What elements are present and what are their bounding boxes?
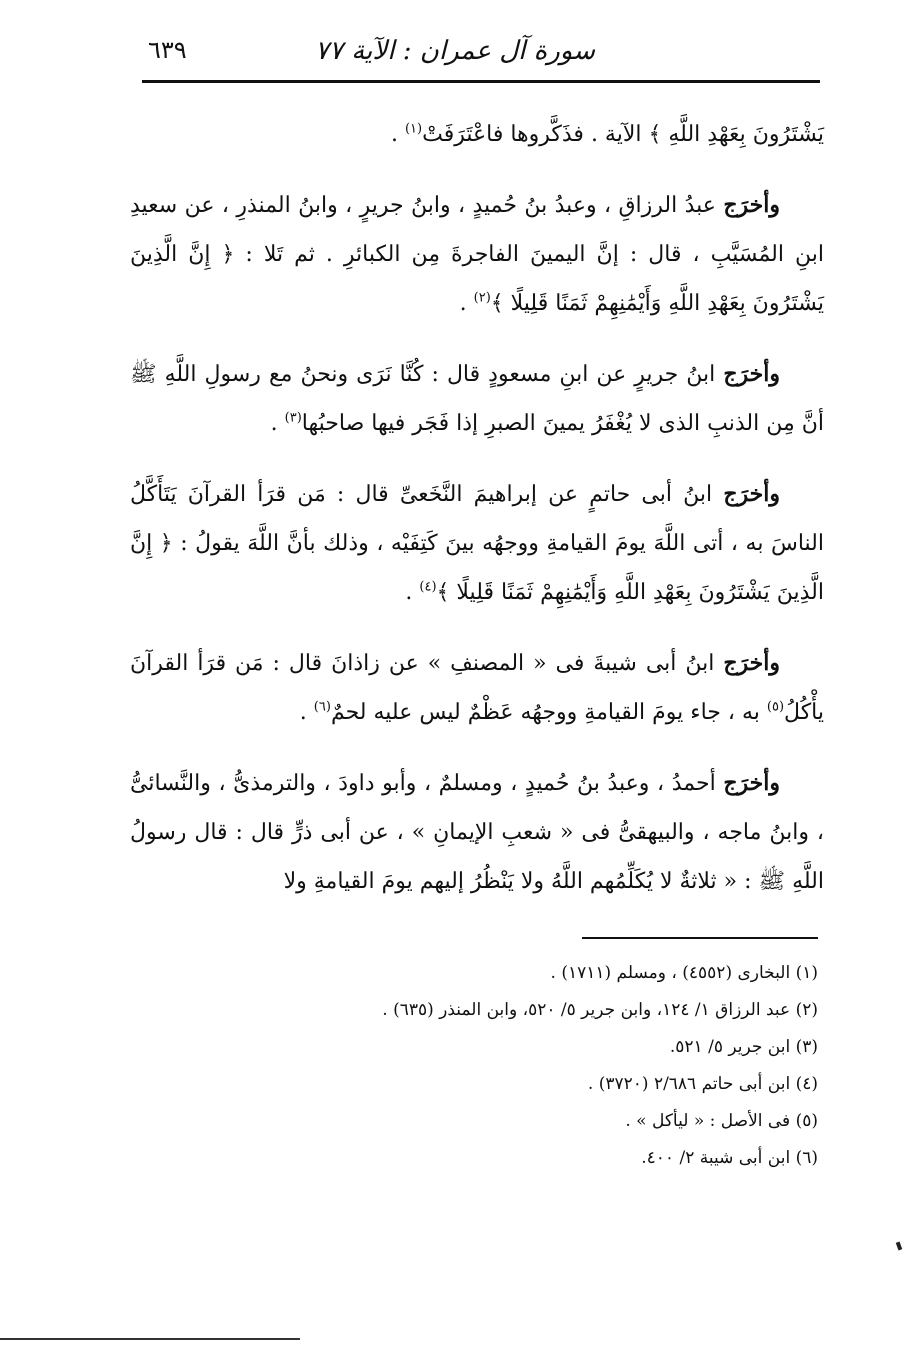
paragraph-text: عبدُ الرزاقِ ، وعبدُ بنُ حُميدٍ ، وابنُ جريرٍ ، وابنُ المنذرِ ، عن سعيدِ ابنِ المُسَيَّبِ ، قال : إنَّ اليمينَ الفاجرةَ مِن الكبائرِ . ثم تَلا : ﴿ إِنَّ الَّذِينَ يَشْتَرُونَ بِعَهْدِ اللَّهِ وَأَيْمَٰنِهِمْ ثَمَنًا قَلِيلًا ﴾ <box>130 193 824 316</box>
footnote-ref: (٢) <box>473 290 491 306</box>
scan-speck <box>896 1242 902 1251</box>
paragraph-text: ابنُ جريرٍ عن ابنِ مسعودٍ قال : كُنَّا نَرَى ونحنُ مع رسولِ اللَّهِ ﷺ أنَّ مِن الذنبِ الذى لا يُغْفَرُ يمينَ الصبرِ إذا فَجَر فيها صاحبُها <box>130 362 824 436</box>
footnote-1: (١) البخارى (٤٥٥٢) ، ومسلم (١٧١١) . <box>550 963 818 983</box>
running-header <box>140 30 820 74</box>
main-text <box>130 110 824 928</box>
footnote-2: (٢) عبد الرزاق ١/ ١٢٤، وابن جرير ٥/ ٥٢٠، وابن المنذر (٦٣٥) . <box>382 1000 818 1020</box>
footnote-ref: (١) <box>404 121 423 137</box>
paragraph-6 <box>130 759 824 906</box>
footnote-ref: (٣) <box>284 410 302 426</box>
paragraph-text-continued: به ، جاء يومَ القيامةِ ووجهُه عَظْمٌ ليس عليه لحمٌ <box>330 700 767 725</box>
paragraph-1 <box>130 110 824 159</box>
footnote-4: (٤) ابن أبى حاتم ٢/٦٨٦ (٣٧٢٠) . <box>587 1074 818 1094</box>
header-rule <box>142 80 820 83</box>
paragraph-lead: وأخرَج <box>723 650 780 676</box>
paragraph-end: . <box>390 122 405 147</box>
paragraph-end: . <box>459 291 474 316</box>
paragraph-text: يَشْتَرُونَ بِعَهْدِ اللَّهِ ﴾ الآية . فذَكَّروها فاعْتَرَفَتْ <box>422 122 824 147</box>
paragraph-3 <box>130 350 824 448</box>
page-number: ٦٣٩ <box>148 36 187 64</box>
footnote-6: (٦) ابن أبى شيبة ٢/ ٤٠٠. <box>641 1148 818 1168</box>
footnote-rule <box>582 937 818 939</box>
footnotes <box>200 955 818 1177</box>
paragraph-end: . <box>405 580 420 605</box>
paragraph-4 <box>130 470 824 617</box>
paragraph-2 <box>130 181 824 328</box>
paragraph-lead: وأخرَج <box>723 361 780 387</box>
paragraph-end: . <box>270 411 285 436</box>
paragraph-lead: وأخرَج <box>723 770 780 796</box>
header-title: سورة آل عمران : الآية ٧٧ <box>315 36 595 66</box>
footnote-ref: (٤) <box>419 579 437 595</box>
paragraph-5 <box>130 639 824 737</box>
paragraph-text: ابنُ أبى شيبةَ فى « المصنفِ » عن زاذانَ قال : مَن قرَأ القرآنَ يأْكُلُ <box>130 651 824 725</box>
paragraph-end: . <box>299 700 314 725</box>
paragraph-text: أحمدُ ، وعبدُ بنُ حُميدٍ ، ومسلمٌ ، وأبو داودَ ، والترمذىُّ ، والنَّسائىُّ ، وابنُ ماجه ، والبيهقىُّ فى « شعبِ الإيمانِ » ، عن أبى ذرٍّ قال : قال رسولُ اللَّهِ ﷺ : « ثلاثةٌ لا يُكَلِّمُهم اللَّهُ ولا يَنْظُرُ إليهم يومَ القيامةِ ولا <box>130 771 824 894</box>
footnote-ref: (٦) <box>313 699 331 715</box>
scan-edge-line <box>0 1338 300 1340</box>
footnote-ref: (٥) <box>766 699 785 715</box>
paragraph-lead: وأخرَج <box>723 481 780 507</box>
footnote-3: (٣) ابن جرير ٥/ ٥٢١. <box>669 1037 818 1057</box>
paragraph-lead: وأخرَج <box>723 192 780 218</box>
footnote-5: (٥) فى الأصل : « ليأكل » . <box>625 1111 818 1131</box>
paragraph-text: ابنُ أبى حاتمٍ عن إبراهيمَ النَّخَعىِّ قال : مَن قرَأ القرآنَ يَتَأَكَّلُ الناسَ به ، أتى اللَّهَ يومَ القيامةِ ووجهُه بينَ كَتِفَيْه ، وذلك بأنَّ اللَّهَ يقولُ : ﴿ إِنَّ الَّذِينَ يَشْتَرُونَ بِعَهْدِ اللَّهِ وَأَيْمَٰنِهِمْ ثَمَنًا قَلِيلًا ﴾ <box>130 482 824 605</box>
